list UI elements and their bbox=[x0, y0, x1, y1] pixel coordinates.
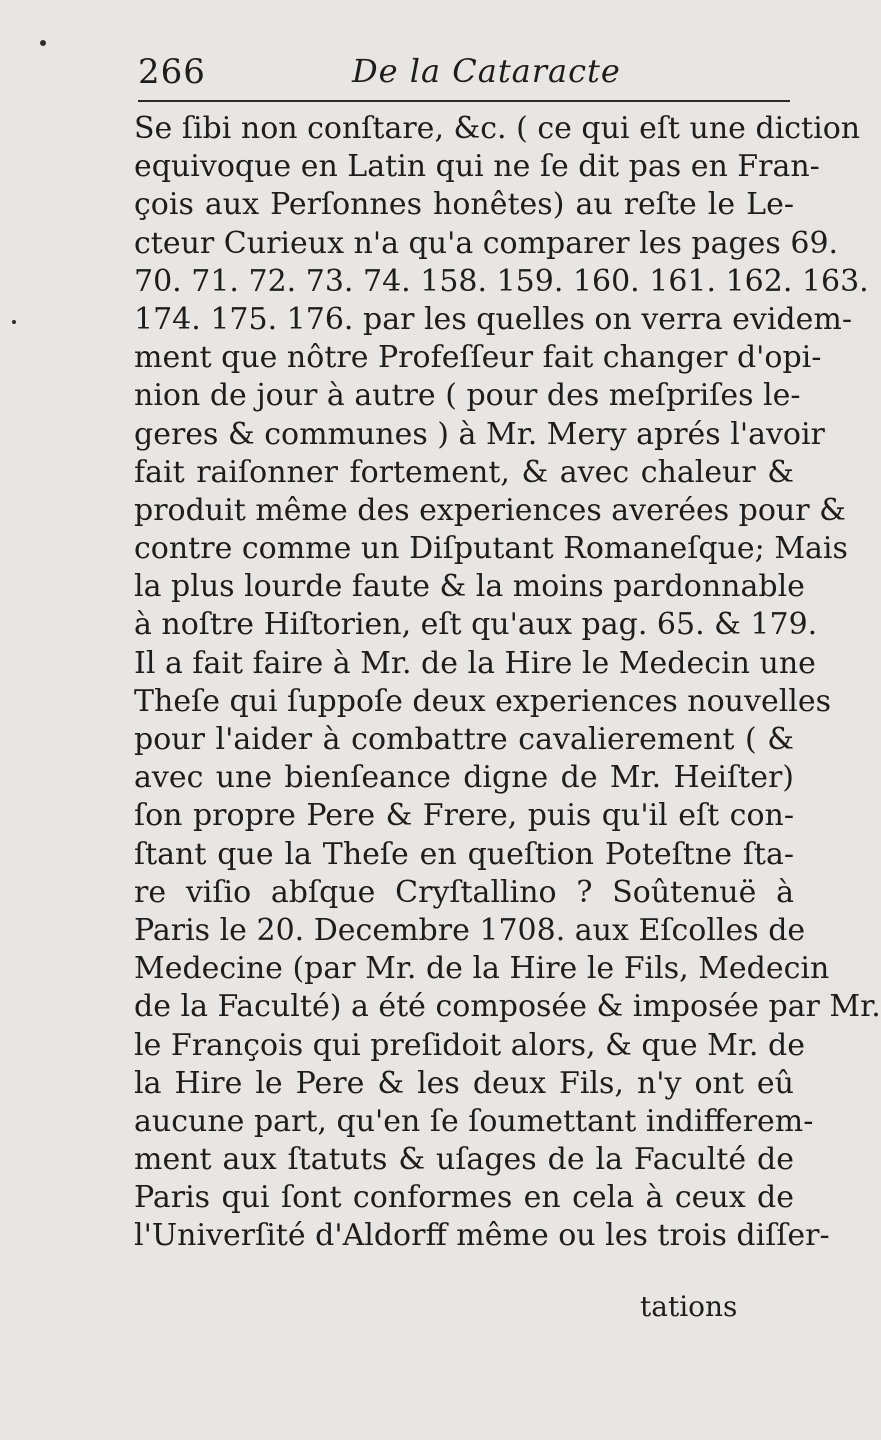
text-line: à noſtre Hiſtorien, eſt qu'aux pag. 65. & 179. bbox=[134, 607, 818, 643]
text-line: Paris le 20. Decembre 1708. aux Eſcolles de bbox=[134, 912, 806, 948]
text-line: re viſio abſque Cryſtallino ? Soûtenuë à bbox=[134, 874, 794, 910]
running-title: De la Cataracte bbox=[352, 52, 621, 90]
text-line: ſtant que la Theſe en queſtion Poteſtne ſta- bbox=[134, 836, 794, 872]
page-header bbox=[138, 52, 792, 98]
ink-speck bbox=[12, 320, 16, 324]
text-line: contre comme un Diſputant Romaneſque; Mais bbox=[134, 531, 848, 567]
header-rule bbox=[138, 100, 790, 102]
text-line: la plus lourde faute & la moins pardonnable bbox=[134, 569, 805, 605]
text-line: 174. 175. 176. par les quelles on verra evidem- bbox=[134, 301, 852, 337]
text-line: ment aux ſtatuts & uſages de la Faculté de bbox=[134, 1142, 794, 1178]
text-line: geres & communes ) à Mr. Mery aprés l'avoir bbox=[134, 416, 825, 452]
text-line: l'Univerſité d'Aldorff même ou les trois diſſer- bbox=[134, 1218, 830, 1254]
text-line: pour l'aider à combattre cavalierement ( & bbox=[134, 722, 794, 757]
text-line: nion de jour à autre ( pour des meſpriſes le- bbox=[134, 378, 801, 414]
catchword: tations bbox=[640, 1290, 738, 1323]
ink-speck bbox=[40, 40, 46, 46]
text-line: aucune part, qu'en ſe ſoumettant indifferem- bbox=[134, 1103, 814, 1139]
text-line: fait raiſonner fortement, & avec chaleur & bbox=[134, 454, 794, 490]
text-line: Il a fait faire à Mr. de la Hire le Medecin une bbox=[134, 645, 816, 681]
text-line: ſon propre Pere & Frere, puis qu'il eſt con- bbox=[134, 798, 794, 834]
text-line: ment que nôtre Profeſſeur fait changer d'opi- bbox=[134, 340, 822, 376]
text-line: le François qui preſidoit alors, & que Mr. de bbox=[134, 1027, 805, 1063]
text-line: Se ſibi non conſtare, &c. ( ce qui eſt une diction bbox=[134, 111, 861, 146]
text-line: la Hire le Pere & les deux Fils, n'y ont eû bbox=[134, 1065, 794, 1101]
text-line: Medecine (par Mr. de la Hire le Fils, Medecin bbox=[134, 951, 830, 987]
text-line: Paris qui ſont conformes en cela à ceux de bbox=[134, 1180, 794, 1216]
text-line: de la Faculté) a été composée & imposée par Mr. bbox=[134, 989, 881, 1025]
text-line: equivoque en Latin qui ne ſe dit pas en Fran- bbox=[134, 149, 820, 185]
text-line: cteur Curieux n'a qu'a comparer les pages 69. bbox=[134, 225, 839, 261]
text-line: Theſe qui ſuppoſe deux experiences nouvelles bbox=[134, 683, 832, 719]
text-line: produit même des experiences averées pour & bbox=[134, 492, 846, 528]
text-line: 70. 71. 72. 73. 74. 158. 159. 160. 161. 162. 163. bbox=[134, 263, 869, 299]
text-line: avec une bienſeance digne de Mr. Heiſter) bbox=[134, 760, 794, 796]
text-line: çois aux Perſonnes honêtes) au reſte le Le- bbox=[134, 187, 794, 223]
body-text bbox=[134, 110, 881, 1256]
page-number: 266 bbox=[138, 52, 206, 92]
